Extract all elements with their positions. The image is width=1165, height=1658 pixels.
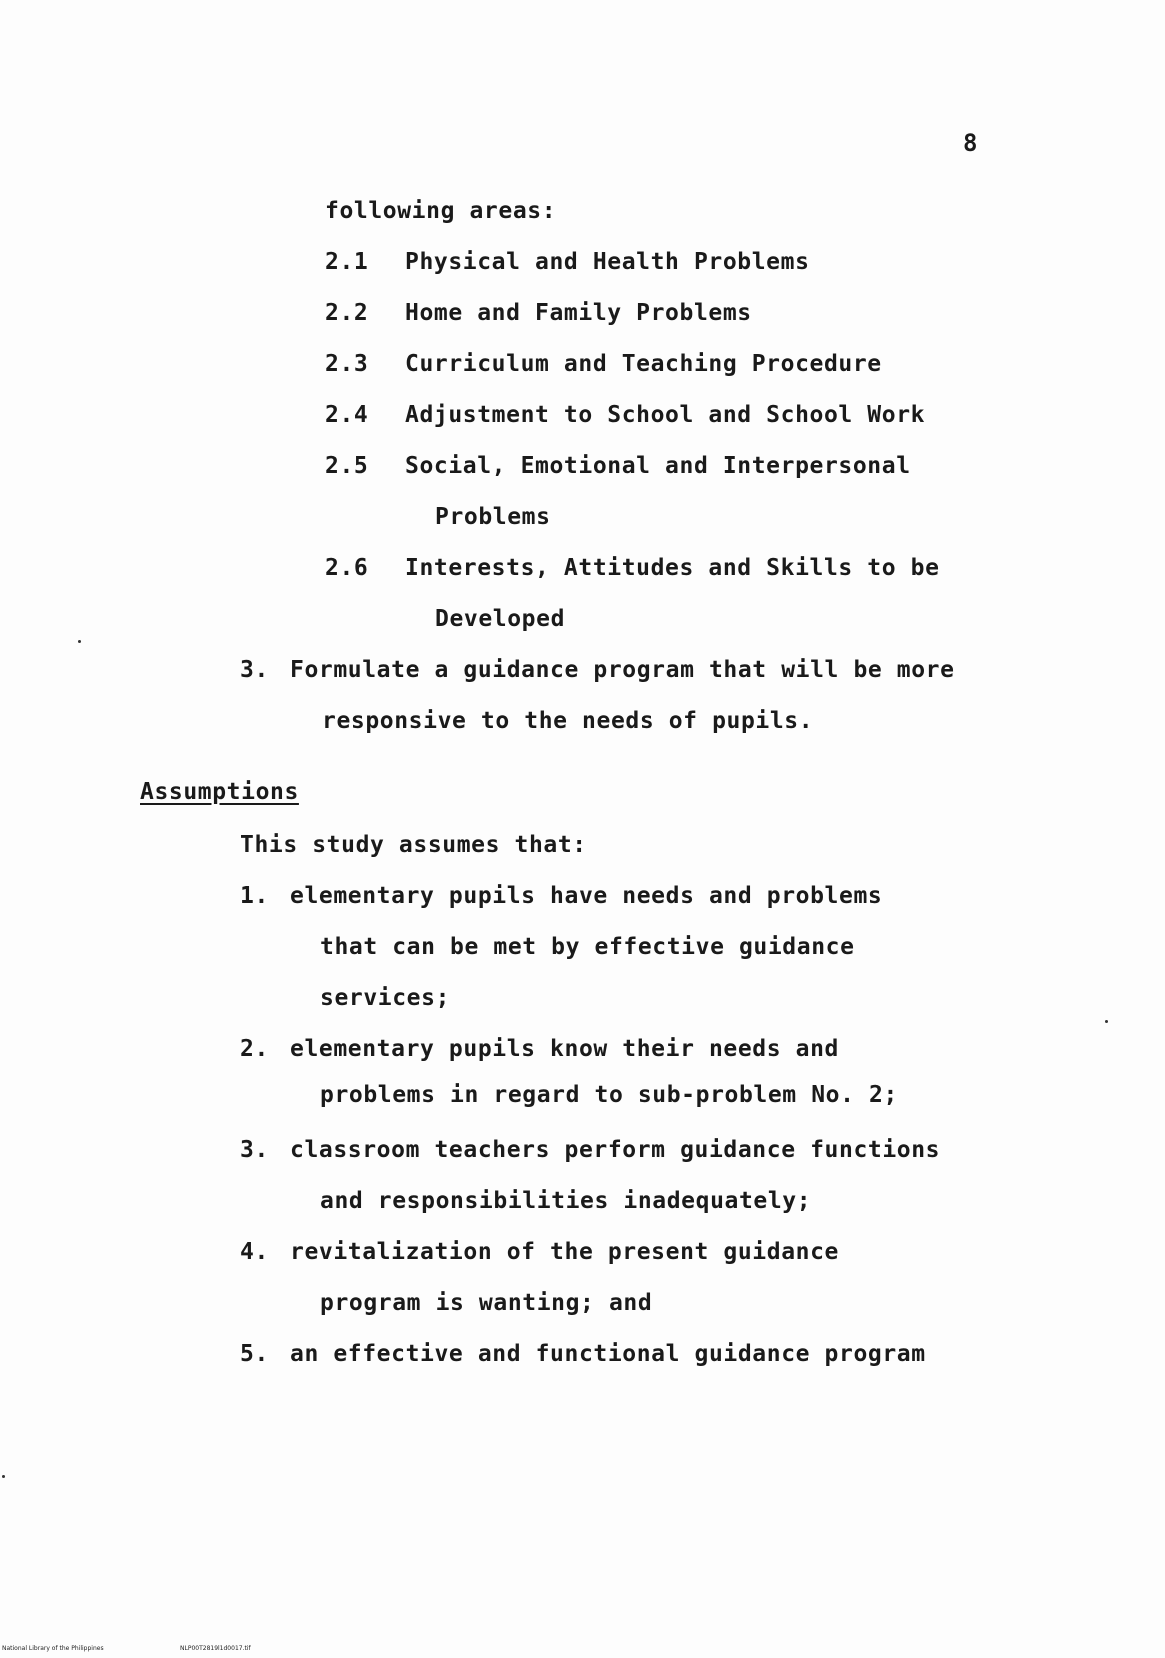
assumption-number: 2. (240, 1036, 269, 1062)
assumption-2-line-2: problems in regard to sub-problem No. 2; (320, 1082, 898, 1108)
objective-3 (240, 655, 955, 685)
sub-area-2-5 (325, 451, 911, 481)
sub-area-text: Curriculum and Teaching Procedure (405, 351, 882, 377)
sub-area-number: 2.4 (325, 402, 369, 428)
assumption-4 (240, 1237, 839, 1267)
sub-area-2-6-continued: Developed (435, 606, 566, 632)
objective-number: 3. (240, 657, 269, 683)
assumption-3 (240, 1135, 940, 1165)
assumption-5 (240, 1339, 926, 1369)
sub-area-text: Social, Emotional and Interpersonal (405, 453, 911, 479)
assumptions-heading: Assumptions (140, 779, 299, 805)
scan-speck (78, 640, 81, 643)
sub-area-text: Adjustment to School and School Work (405, 402, 926, 428)
assumption-1-line-2: that can be met by effective guidance (320, 934, 855, 960)
footer-file-id: NLP00T2819l1d0017.tif (180, 1645, 251, 1652)
scan-speck (2, 1475, 5, 1478)
assumption-text: revitalization of the present guidance (290, 1239, 839, 1265)
sub-area-2-6 (325, 553, 940, 583)
intro-line: following areas: (325, 198, 557, 224)
sub-area-number: 2.3 (325, 351, 369, 377)
assumptions-intro: This study assumes that: (240, 832, 587, 858)
assumption-number: 3. (240, 1137, 269, 1163)
assumption-3-line-2: and responsibilities inadequately; (320, 1188, 812, 1214)
assumption-number: 5. (240, 1341, 269, 1367)
page-number: 8 (963, 129, 979, 157)
assumption-number: 1. (240, 883, 269, 909)
footer-library: National Library of the Philippines (2, 1645, 104, 1652)
sub-area-2-5-continued: Problems (435, 504, 551, 530)
assumption-2 (240, 1034, 839, 1064)
sub-area-text: Interests, Attitudes and Skills to be (405, 555, 940, 581)
sub-area-2-2 (325, 298, 752, 328)
scan-speck (1105, 1020, 1108, 1023)
assumption-number: 4. (240, 1239, 269, 1265)
sub-area-number: 2.2 (325, 300, 369, 326)
objective-text: Formulate a guidance program that will be more (290, 657, 955, 683)
sub-area-2-1 (325, 247, 810, 277)
assumption-text: elementary pupils know their needs and (290, 1036, 839, 1062)
assumption-text: an effective and functional guidance program (290, 1341, 926, 1367)
sub-area-2-4 (325, 400, 925, 430)
sub-area-text: Physical and Health Problems (405, 249, 810, 275)
assumption-4-line-2: program is wanting; and (320, 1290, 653, 1316)
sub-area-number: 2.6 (325, 555, 369, 581)
sub-area-number: 2.5 (325, 453, 369, 479)
assumption-text: elementary pupils have needs and problems (290, 883, 883, 909)
assumption-1-line-3: services; (320, 985, 451, 1011)
assumption-text: classroom teachers perform guidance functions (290, 1137, 941, 1163)
sub-area-2-3 (325, 349, 882, 379)
objective-3-continued: responsive to the needs of pupils. (322, 708, 814, 734)
assumption-1 (240, 881, 882, 911)
sub-area-text: Home and Family Problems (405, 300, 752, 326)
sub-area-number: 2.1 (325, 249, 369, 275)
